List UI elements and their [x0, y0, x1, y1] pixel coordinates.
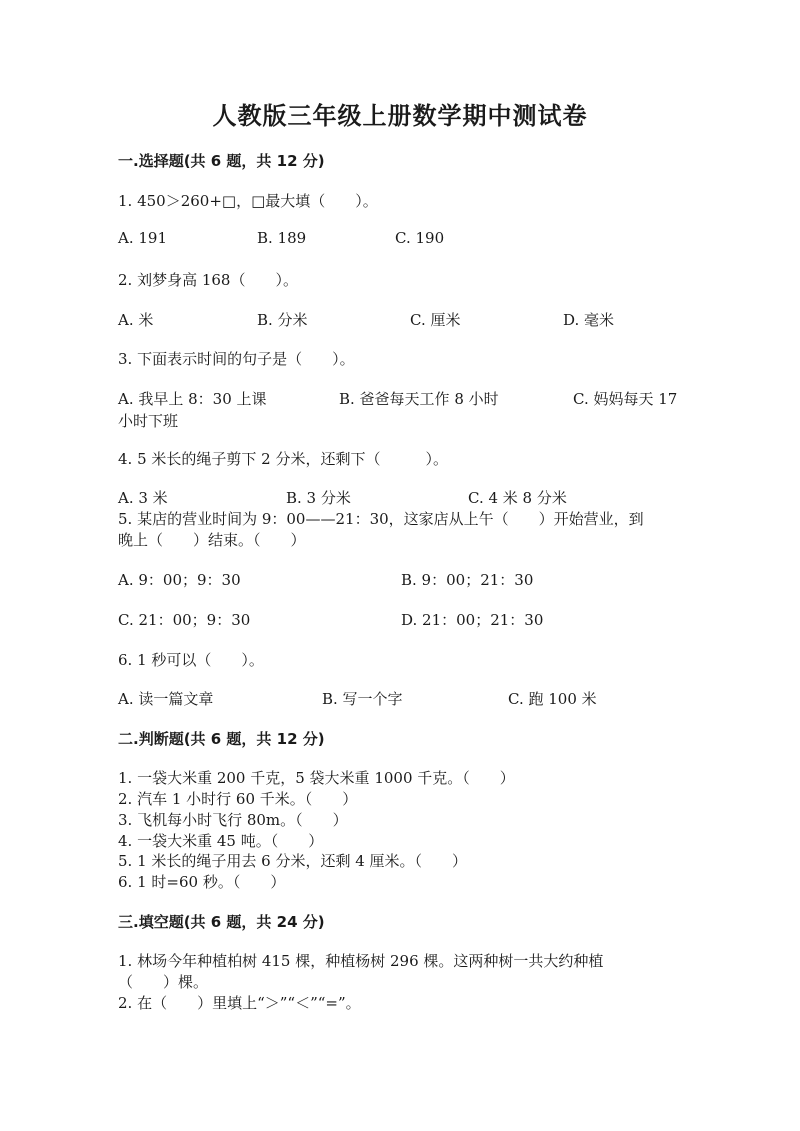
option-a: A. 米: [118, 311, 154, 329]
option-c: C. 跑 100 米: [508, 690, 597, 708]
option-c: C. 妈妈每天 17: [573, 390, 678, 408]
question-text: 3. 下面表示时间的句子是（ ）。: [118, 350, 355, 368]
option-b: B. 分米: [257, 311, 308, 329]
judgement-item: 5. 1 米长的绳子用去 6 分米，还剩 4 厘米。（ ）: [118, 852, 468, 870]
question-text: 1. 450＞260+□，□最大填（ ）。: [118, 192, 378, 210]
judgement-item: 3. 飞机每小时飞行 80m。（ ）: [118, 811, 348, 829]
option-a: A. 9：00；9：30: [118, 571, 241, 589]
option-b: B. 写一个字: [322, 690, 403, 708]
section-heading-choice: 一.选择题(共 6 题，共 12 分): [118, 152, 325, 170]
option-c: C. 190: [395, 229, 445, 247]
question-text: 4. 5 米长的绳子剪下 2 分米，还剩下（ ）。: [118, 450, 448, 468]
option-a: A. 读一篇文章: [118, 690, 214, 708]
option-b: B. 189: [257, 229, 307, 247]
question-text: 2. 刘梦身高 168（ ）。: [118, 271, 298, 289]
option-b: B. 9：00；21：30: [401, 571, 534, 589]
fill-blank-item-continued: （ ）棵。: [118, 973, 209, 991]
option-a: A. 3 米: [118, 489, 168, 507]
option-c-continued: 小时下班: [118, 412, 179, 430]
option-c: C. 厘米: [410, 311, 461, 329]
fill-blank-item: 1. 林场今年种植柏树 415 棵，种植杨树 296 棵。这两种树一共大约种植: [118, 952, 604, 970]
option-a: A. 我早上 8：30 上课: [118, 390, 267, 408]
question-text-continued: 晚上（ ）结束。（ ）: [118, 531, 306, 549]
judgement-item: 6. 1 时=60 秒。（ ）: [118, 873, 286, 891]
section-heading-judgement: 二.判断题(共 6 题，共 12 分): [118, 730, 325, 748]
option-d: D. 21：00；21：30: [401, 611, 544, 629]
option-b: B. 爸爸每天工作 8 小时: [339, 390, 499, 408]
option-b: B. 3 分米: [286, 489, 351, 507]
fill-blank-item: 2. 在（ ）里填上“＞”“＜”“=”。: [118, 994, 361, 1012]
question-text: 5. 某店的营业时间为 9：00——21：30，这家店从上午（ ）开始营业，到: [118, 510, 644, 528]
judgement-item: 4. 一袋大米重 45 吨。（ ）: [118, 832, 324, 850]
option-d: D. 毫米: [563, 311, 615, 329]
option-c: C. 4 米 8 分米: [468, 489, 567, 507]
judgement-item: 2. 汽车 1 小时行 60 千米。（ ）: [118, 790, 358, 808]
option-c: C. 21：00；9：30: [118, 611, 251, 629]
judgement-item: 1. 一袋大米重 200 千克，5 袋大米重 1000 千克。（ ）: [118, 769, 515, 787]
question-text: 6. 1 秒可以（ ）。: [118, 651, 264, 669]
section-heading-fill-blank: 三.填空题(共 6 题，共 24 分): [118, 913, 325, 931]
option-a: A. 191: [118, 229, 167, 247]
page-title: 人教版三年级上册数学期中测试卷: [212, 101, 588, 130]
